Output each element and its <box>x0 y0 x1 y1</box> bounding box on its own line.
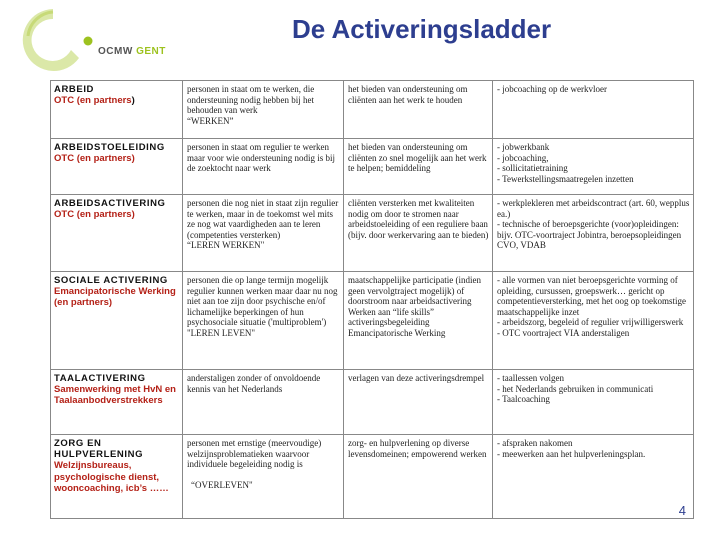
partner-label <box>54 95 179 106</box>
goal-text: cliënten versterken met kwaliteiten nodig om door te stromen naar arbeidstoeleiding of een reguliere baan (bijv. door werkervaring aan te bieden) <box>348 198 489 240</box>
goal-text: het bieden van ondersteuning om cliënten zo snel mogelijk aan het werk te helpen; bemiddeling <box>348 142 487 174</box>
instruments-cell <box>493 139 694 195</box>
partner-text: OTC (en partners <box>54 95 132 107</box>
goal-cell <box>344 272 493 370</box>
instrument-item: - technische of beroepsgerichte (voor)opleidingen: bijv. OTC-voortraject Jobintra, beroepsopleidingen CVO, VDAB <box>497 219 682 251</box>
table-row <box>51 272 694 370</box>
logo-wordmark <box>98 46 166 57</box>
logo-brand-text: OCMW <box>98 46 133 57</box>
instrument-item: - sollicitatietraining <box>497 163 568 174</box>
target-group-text: personen in staat om te werken, die ondersteuning nodig hebben bij het behouden van werk <box>187 84 315 116</box>
instrument-item: - werkplekleren met arbeidscontract (art. 60, wepplus ea.) <box>497 198 690 219</box>
role-label: ARBEIDSTOELEIDING <box>54 142 165 153</box>
goal-cell <box>344 195 493 272</box>
partner-label: Emancipatorische Werking (en partners) <box>54 286 176 309</box>
role-label: ARBEID <box>54 84 95 95</box>
instrument-item: - afspraken nakomen <box>497 438 573 448</box>
target-group-text: personen in staat om regulier te werken maar voor wie ondersteuning nodig is bij de zoektocht naar werk <box>187 142 335 174</box>
partner-paren: ) <box>131 95 135 107</box>
table-row <box>51 139 694 195</box>
target-group-text: anderstaligen zonder of onvoldoende kennis van het Nederlands <box>187 373 321 394</box>
instrument-item: - jobwerkbank <box>497 142 550 152</box>
slide-number: 4 <box>678 503 686 518</box>
instrument-item: - OTC voortraject VIA anderstaligen <box>497 327 630 338</box>
goal-cell <box>344 139 493 195</box>
role-label: SOCIALE ACTIVERING <box>54 275 168 286</box>
target-group-cell <box>183 435 344 519</box>
target-group-cell <box>183 81 344 139</box>
logo-city-text: GENT <box>136 46 166 57</box>
target-group-cell <box>183 370 344 435</box>
table-row <box>51 370 694 435</box>
goal-cell <box>344 370 493 435</box>
instruments-cell <box>493 81 694 139</box>
instruments-cell <box>493 272 694 370</box>
role-label: ARBEIDSACTIVERING <box>54 198 166 209</box>
role-cell <box>51 272 183 370</box>
goal-text: het bieden van ondersteuning om cliënten aan het werk te houden <box>348 84 468 105</box>
target-group-text: personen die op lange termijn mogelijk regulier kunnen werken maar daar nu nog niet aan toe zijn door psychische en/of lichamelijke beperkingen of hun psychosociale situatie ('multiproblem') <box>187 275 338 328</box>
table-row <box>51 81 694 139</box>
goal-cell <box>344 435 493 519</box>
goal-text: zorg- en hulpverlening op diverse levensdomeinen; empowerend werken <box>348 438 487 459</box>
goal-text: maatschappelijke participatie (indien geen vervolgtraject mogelijk) of doorstroom naar arbeidsactivering Werken aan “life skills” activeringsbegeleiding Emancipatorische Werking <box>348 275 481 338</box>
instrument-item: - jobcoaching op de werkvloer <box>497 84 607 94</box>
table-row <box>51 435 694 519</box>
target-group-quote: "LEREN LEVEN" <box>187 327 256 338</box>
instrument-item: - het Nederlands gebruiken in communicati <box>497 383 654 394</box>
partner-label: Samenwerking met HvN en Taalaanbodverstrekkers <box>54 384 176 407</box>
page-title: De Activeringsladder <box>292 14 552 44</box>
target-group-quote: “WERKEN” <box>187 115 234 126</box>
partner-label: OTC (en partners) <box>54 153 135 165</box>
activeringsladder-table <box>50 80 694 519</box>
target-group-text: personen die nog niet in staat zijn regulier te werken, maar in de toekomst wel mits ze nog wat vaardigheden aan te leren (competenties versterken) <box>187 198 339 240</box>
target-group-cell <box>183 195 344 272</box>
role-cell <box>51 195 183 272</box>
instrument-item: - meewerken aan het hulpverleningsplan. <box>497 448 646 459</box>
instrument-item: - jobcoaching, <box>497 152 549 163</box>
ocmw-gent-logo <box>16 6 186 72</box>
target-group-text: personen met ernstige (meervoudige) welzijnsproblematieken waarvoor individuele begeleiding nodig is <box>187 438 322 470</box>
instruments-cell <box>493 435 694 519</box>
instruments-cell <box>493 370 694 435</box>
instrument-item: - alle vormen van niet beroepsgerichte vorming of opleiding, cursussen, groepswerk… gericht op competentieversterking, met het oog op toekomstige maatschappelijke inzet <box>497 275 686 317</box>
instrument-item: - Taalcoaching <box>497 394 550 405</box>
target-group-quote: “LEREN WERKEN" <box>187 240 265 251</box>
spacer <box>187 470 340 480</box>
role-cell <box>51 435 183 519</box>
table-row <box>51 195 694 272</box>
instrument-item: - arbeidszorg, begeleid of regulier vrijwilligerswerk <box>497 317 684 328</box>
role-label: TAALACTIVERING <box>54 373 146 384</box>
role-cell <box>51 370 183 435</box>
target-group-quote: “OVERLEVEN" <box>191 479 253 490</box>
role-label: ZORG EN HULPVERLENING <box>54 438 144 461</box>
role-cell <box>51 81 183 139</box>
goal-text: verlagen van deze activeringsdrempel <box>348 373 485 383</box>
instrument-item: - Tewerkstellingsmaatregelen inzetten <box>497 173 634 184</box>
target-group-cell <box>183 139 344 195</box>
goal-cell <box>344 81 493 139</box>
logo-emblem-icon <box>16 6 186 72</box>
role-cell <box>51 139 183 195</box>
partner-label: Welzijnsbureaus, psychologische dienst, wooncoaching, icb’s …… <box>54 460 169 494</box>
partner-label: OTC (en partners) <box>54 209 135 221</box>
instrument-item: - taallessen volgen <box>497 373 564 383</box>
target-group-cell <box>183 272 344 370</box>
instruments-cell <box>493 195 694 272</box>
